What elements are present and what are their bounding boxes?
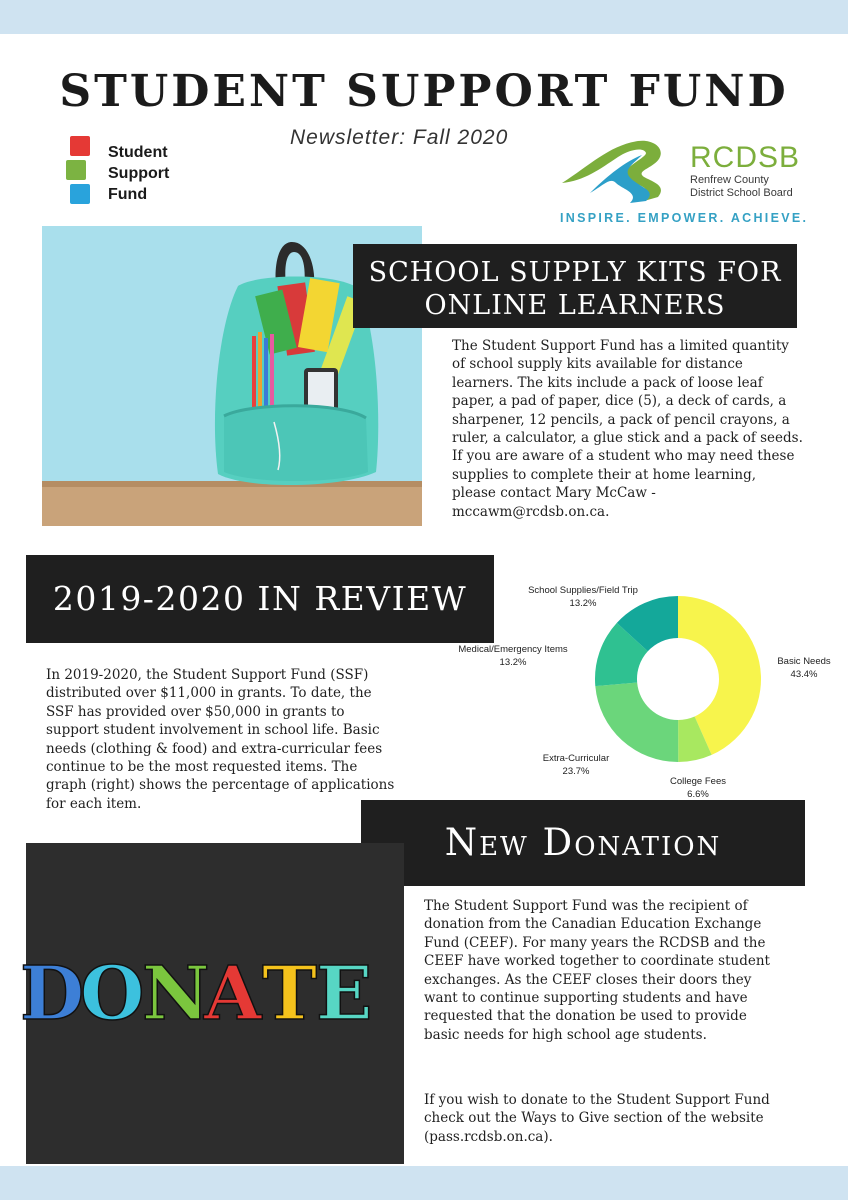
chart-percent-label: 23.7% <box>562 766 590 777</box>
applications-donut-chart <box>458 580 840 810</box>
chart-category-label: School Supplies/Field Trip <box>528 585 638 596</box>
svg-text:O: O <box>80 951 145 1037</box>
page-title: STUDENT SUPPORT FUND <box>59 66 789 117</box>
blocks-icon <box>64 136 98 206</box>
review-heading: 2019-2020 IN REVIEW <box>26 555 494 643</box>
svg-text:E: E <box>316 951 373 1037</box>
chart-category-label: Basic Needs <box>777 656 831 667</box>
chart-percent-label: 13.2% <box>569 598 597 609</box>
chart-percent-label: 13.2% <box>499 657 527 668</box>
rcdsb-name: RCDSB <box>690 141 801 174</box>
chart-percent-label: 43.4% <box>790 669 818 680</box>
svg-text:N: N <box>142 951 210 1037</box>
new-donation-heading: New Donation <box>361 800 805 886</box>
bottom-band <box>0 1166 848 1200</box>
top-band <box>0 0 848 34</box>
supply-kits-heading: SCHOOL SUPPLY KITS FOR ONLINE LEARNERS <box>353 244 797 328</box>
supply-kits-paragraph: The Student Support Fund has a limited quantity of school supply kits available for distance learners. The kits include a pack of loose leaf paper, a pad of paper, dice (5), a deck of cards, a sharpener, 12 pencils, a pack of pencil crayons, a ruler, a calculator, a glue stick and a pack of seeds. If you are aware of a student who may need these supplies to complete their at home learning, please contact Mary McCaw - mccawm@rcdsb.on.ca. <box>452 338 803 520</box>
chart-category-label: Medical/Emergency Items <box>458 644 568 655</box>
donut-slice-extra-curricular <box>595 683 678 762</box>
ways-to-give-paragraph: If you wish to donate to the Student Support Fund check out the Ways to Give section of the website (pass.rcdsb.on.ca). <box>424 1092 770 1145</box>
rcdsb-tagline: INSPIRE. EMPOWER. ACHIEVE. <box>560 211 809 225</box>
ssf-logo-text: Student Support Fund <box>108 144 170 203</box>
chart-percent-label: 6.6% <box>687 789 709 800</box>
road-swoosh-icon <box>560 135 685 205</box>
newsletter-subtitle: Newsletter: Fall 2020 <box>290 126 509 149</box>
svg-text:T: T <box>262 951 318 1037</box>
review-paragraph: In 2019-2020, the Student Support Fund (SSF) distributed over $11,000 in grants. To date, the SSF has provided over $50,000 in grants to support student involvement in school life. Basic needs (clothing & food) and extra-curricular fees continue to be the most requested items. The graph (right) shows the percentage of applications for each item. <box>46 667 395 812</box>
donate-chalkboard-illustration <box>20 843 404 1164</box>
chart-category-label: Extra-Curricular <box>542 753 610 764</box>
svg-text:A: A <box>204 951 262 1037</box>
svg-text:D: D <box>20 951 85 1037</box>
chart-category-label: College Fees <box>670 776 726 787</box>
donate-photo <box>20 843 404 1164</box>
ssf-logo <box>60 136 200 208</box>
rcdsb-logo <box>560 135 810 227</box>
donation-paragraph: The Student Support Fund was the recipient of donation from the Canadian Education Exchange Fund (CEEF). For many years the RCDSB and the CEEF have worked together to coordinate student exchanges. As the CEEF closes their doors they want to continue supporting students and have requested that the donation be used to provide basic needs for high school age students. <box>424 898 770 1043</box>
rcdsb-subtitle: Renfrew County District School Board <box>690 174 793 199</box>
